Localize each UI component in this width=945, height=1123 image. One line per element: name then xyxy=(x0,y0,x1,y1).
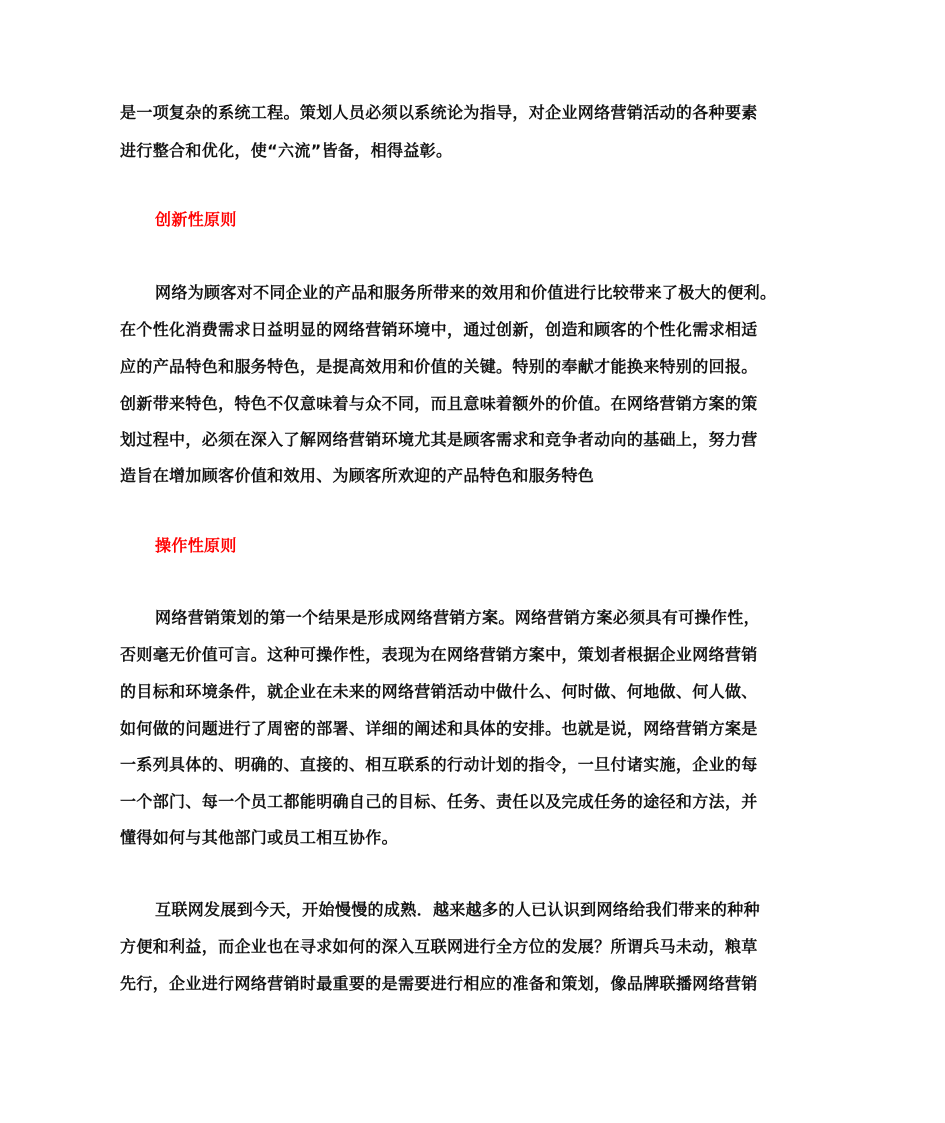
intro-line-2: 进行整合和优化，使“六流”皆备，相得益彰。 xyxy=(120,141,453,160)
operability-line-5: 一系列具体的、明确的、直接的、相互联系的行动计划的指令，一旦付诸实施，企业的每 xyxy=(120,755,758,774)
operability-line-4: 如何做的问题进行了周密的部署、详细的阐述和具体的安排。也就是说，网络营销方案是 xyxy=(120,719,758,738)
closing-line-3: 先行，企业进行网络营销时最重要的是需要进行相应的准备和策划，像品牌联播网络营销 xyxy=(120,974,758,993)
operability-line-2: 否则毫无价值可言。这种可操作性，表现为在网络营销方案中，策划者根据企业网络营销 xyxy=(120,645,758,664)
closing-line-2: 方便和利益，而企业也在寻求如何的深入互联网进行全方位的发展？所谓兵马未动，粮草 xyxy=(120,937,758,956)
heading-operability: 操作性原则 xyxy=(155,536,237,555)
heading-innovation: 创新性原则 xyxy=(155,210,237,229)
innovation-line-5: 划过程中，必须在深入了解网络营销环境尤其是顾客需求和竞争者动向的基础上，努力营 xyxy=(120,430,758,449)
operability-line-3: 的目标和环境条件，就企业在未来的网络营销活动中做什么、何时做、何地做、何人做、 xyxy=(120,682,758,701)
intro-line-1: 是一项复杂的系统工程。策划人员必须以系统论为指导，对企业网络营销活动的各种要素 xyxy=(120,103,758,122)
innovation-line-6: 造旨在增加顾客价值和效用、为顾客所欢迎的产品特色和服务特色 xyxy=(120,466,595,485)
innovation-line-3: 应的产品特色和服务特色，是提高效用和价值的关键。特别的奉献才能换来特别的回报。 xyxy=(120,357,758,376)
innovation-line-1: 网络为顾客对不同企业的产品和服务所带来的效用和价值进行比较带来了极大的便利。 xyxy=(155,283,777,302)
closing-line-1: 互联网发展到今天，开始慢慢的成熟．越来越多的人已认识到网络给我们带来的种种 xyxy=(155,900,760,919)
innovation-line-2: 在个性化消费需求日益明显的网络营销环境中，通过创新，创造和顾客的个性化需求相适 xyxy=(120,320,758,339)
operability-line-7: 懂得如何与其他部门或员工相互协作。 xyxy=(120,828,398,847)
operability-line-6: 一个部门、每一个员工都能明确自己的目标、任务、责任以及完成任务的途径和方法，并 xyxy=(120,792,758,811)
operability-line-1: 网络营销策划的第一个结果是形成网络营销方案。网络营销方案必须具有可操作性， xyxy=(155,608,760,627)
innovation-line-4: 创新带来特色，特色不仅意味着与众不同，而且意味着额外的价值。在网络营销方案的策 xyxy=(120,394,758,413)
